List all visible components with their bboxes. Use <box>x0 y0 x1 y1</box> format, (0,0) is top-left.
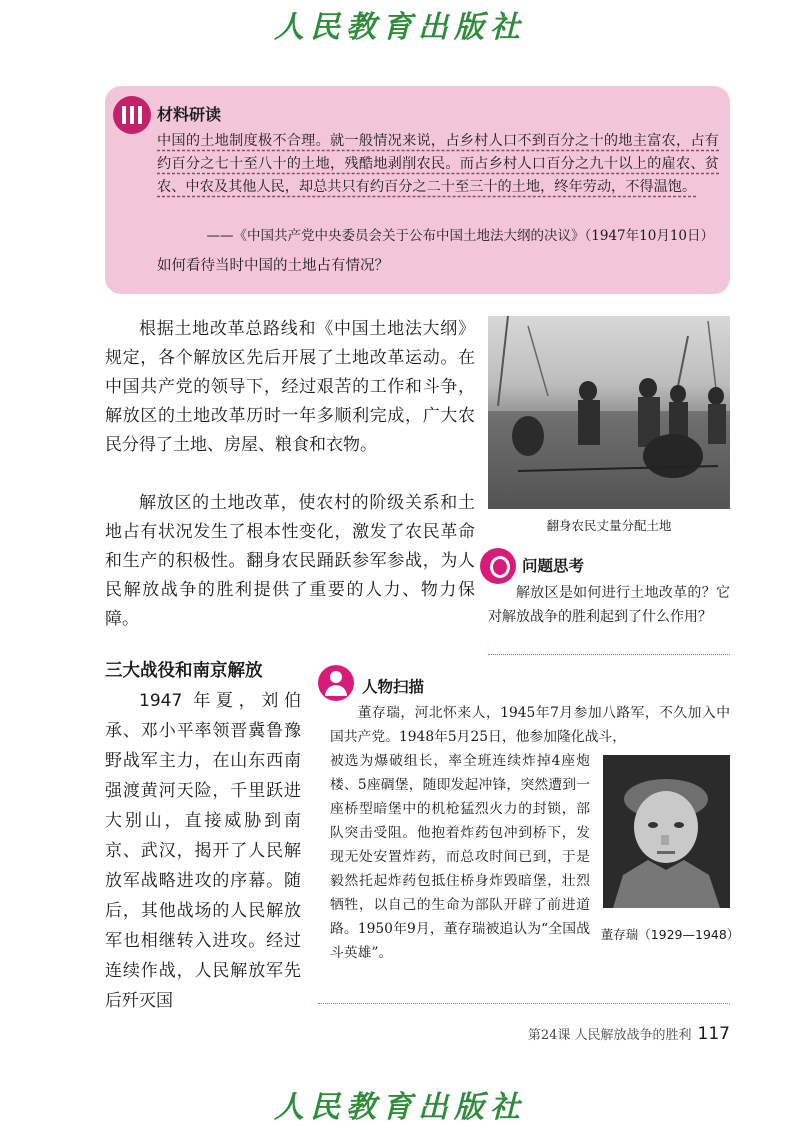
person-profile-box <box>318 665 740 999</box>
thinking-text: 解放区是如何进行土地改革的？它对解放战争的胜利起到了什么作用？ <box>488 585 730 625</box>
material-text: 中国的土地制度极不合理。就一般情况来说，占乡村人口不到百分之十的地主富农，占有约百分之七十至八十的土地，残酷地剥削农民。而占乡村人口百分之九十以上的雇农、贫农、中农及其他人民，却总共只有约百分之二十至三十的土地，终年劳动，不得温饱。 <box>157 133 719 195</box>
divider <box>488 654 730 655</box>
material-source: ——《中国共产党中央委员会关于公布中国土地法大纲的决议》（1947年10月10日） <box>206 228 714 244</box>
question-bubble-icon <box>480 548 516 584</box>
photo-caption: 翻身农民丈量分配土地 <box>546 518 672 533</box>
portrait-photo <box>603 755 730 908</box>
thinking-title: 问题思考 <box>522 557 585 575</box>
section-heading: 三大战役和南京解放 <box>105 661 263 681</box>
portrait-caption: 董存瑞（1929—1948） <box>600 927 740 942</box>
divider <box>318 1003 730 1004</box>
roman-three-icon <box>113 96 151 134</box>
material-reading-box <box>105 86 730 294</box>
page-number: 117 <box>697 1024 730 1044</box>
person-profile-title: 人物扫描 <box>362 678 425 696</box>
person-profile-intro: 董存瑞，河北怀来人，1945年7月参加八路军，不久加入中国共产党。1948年5月25日，他参加隆化战斗， <box>330 705 730 745</box>
paragraph-campaigns: 1947 年夏，刘伯承、邓小平率领晋冀鲁豫野战军主力，在山东西南强渡黄河天险，千里跃进大别山，直接威胁到南京、武汉，揭开了人民解放军战略进攻的序幕。随后，其他战场的人民解放军也相继转入进攻。经过连续作战，人民解放军先后歼灭国 <box>105 691 301 1011</box>
paragraph-land-reform-effects: 解放区的土地改革，使农村的阶级关系和土地占有状况发生了根本性变化，激发了农民革命和生产的积极性。翻身农民踊跃参军参战，为人民解放战争的胜利提供了重要的人力、物力保障。 <box>105 493 475 629</box>
photo-peasants-measuring-land <box>488 316 730 509</box>
paragraph-land-reform: 根据土地改革总路线和《中国土地法大纲》规定，各个解放区先后开展了土地改革运动。在中国共产党的领导下，经过艰苦的工作和斗争，解放区的土地改革历时一年多顺利完成，广大农民分得了土地、房屋、粮食和衣物。 <box>105 319 475 455</box>
person-icon <box>318 665 354 701</box>
publisher-logo-bottom: 人民教育出版社 <box>274 1090 526 1125</box>
page-footer <box>528 1024 730 1044</box>
lesson-title: 第24课 人民解放战争的胜利 <box>527 1028 692 1043</box>
material-question: 如何看待当时中国的土地占有情况？ <box>157 258 389 274</box>
publisher-logo-top: 人民教育出版社 <box>274 10 526 45</box>
material-title: 材料研读 <box>157 105 222 124</box>
person-profile-story: 被选为爆破组长，率全班连续炸掉4座炮楼、5座碉堡，随即发起冲锋，突然遭到一座桥型暗堡中的机枪猛烈火力的封锁，部队突击受阻。他抱着炸药包冲到桥下，发现无处安置炸药，而总攻时间已到，于是毅然托起炸药包抵住桥身炸毁暗堡，壮烈牺牲，以自己的生命为部队开辟了前进道路。1950年9月，董存瑞被追认为“全国战斗英雄”。 <box>330 753 590 961</box>
